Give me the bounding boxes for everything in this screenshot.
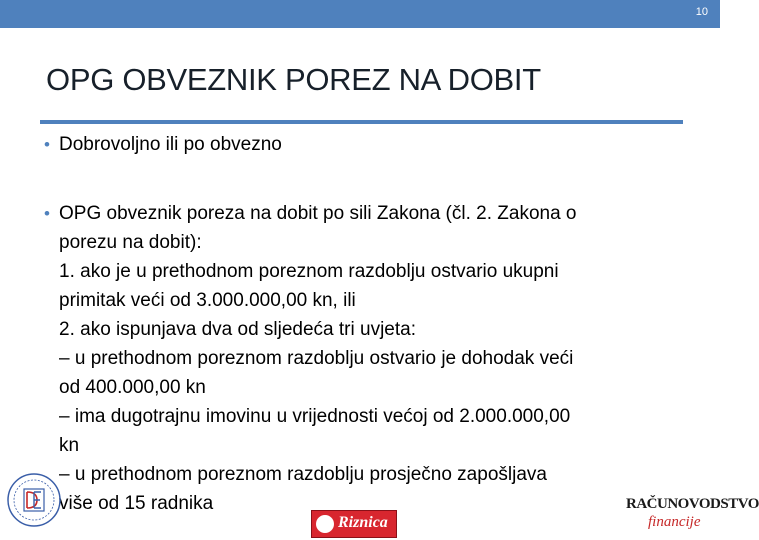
financije-text: financije [648, 514, 701, 530]
bullet-line: primitak veći od 3.000.000,00 kn, ili [59, 290, 356, 311]
bullet-item-1 [44, 130, 684, 160]
bullet-line: 2. ako ispunjava dva od sljedeća tri uvjeta: [59, 319, 416, 340]
header-bar [0, 0, 720, 28]
bullet-line: – u prethodnom poreznom razdoblju ostvario je dohodak veći [59, 348, 574, 369]
racunovodstvo-financije-logo [626, 496, 759, 538]
racunovodstvo-text: RAČUNOVODSTVO [626, 496, 759, 512]
bullet-text: Dobrovoljno ili po obvezno [59, 134, 282, 155]
bullet-line: kn [59, 435, 80, 456]
riznica-seal-icon [315, 514, 335, 534]
bullet-dot-icon: • [44, 135, 50, 154]
bullet-dot-icon: • [44, 204, 50, 223]
bullet-line: porezu na dobit): [59, 232, 202, 253]
slide-title: OPG OBVEZNIK POREZ NA DOBIT [46, 62, 541, 97]
riznica-logo-text: Riznica [338, 514, 388, 531]
bullet-line: – u prethodnom poreznom razdoblju prosječno zapošljava [59, 464, 547, 485]
page-number: 10 [695, 6, 708, 18]
riznica-logo [311, 510, 397, 538]
title-divider [40, 120, 683, 124]
university-seal-logo [4, 456, 60, 540]
bullet-line: OPG obveznik poreza na dobit po sili Zakona (čl. 2. Zakona o [59, 203, 577, 224]
bullet-line: – ima dugotrajnu imovinu u vrijednosti većoj od 2.000.000,00 [59, 406, 571, 427]
bullet-item-2 [44, 199, 684, 519]
bullet-line: od 400.000,00 kn [59, 377, 206, 398]
bullet-line: više od 15 radnika [59, 493, 214, 514]
bullet-line: 1. ako je u prethodnom poreznom razdoblju ostvario ukupni [59, 261, 559, 282]
